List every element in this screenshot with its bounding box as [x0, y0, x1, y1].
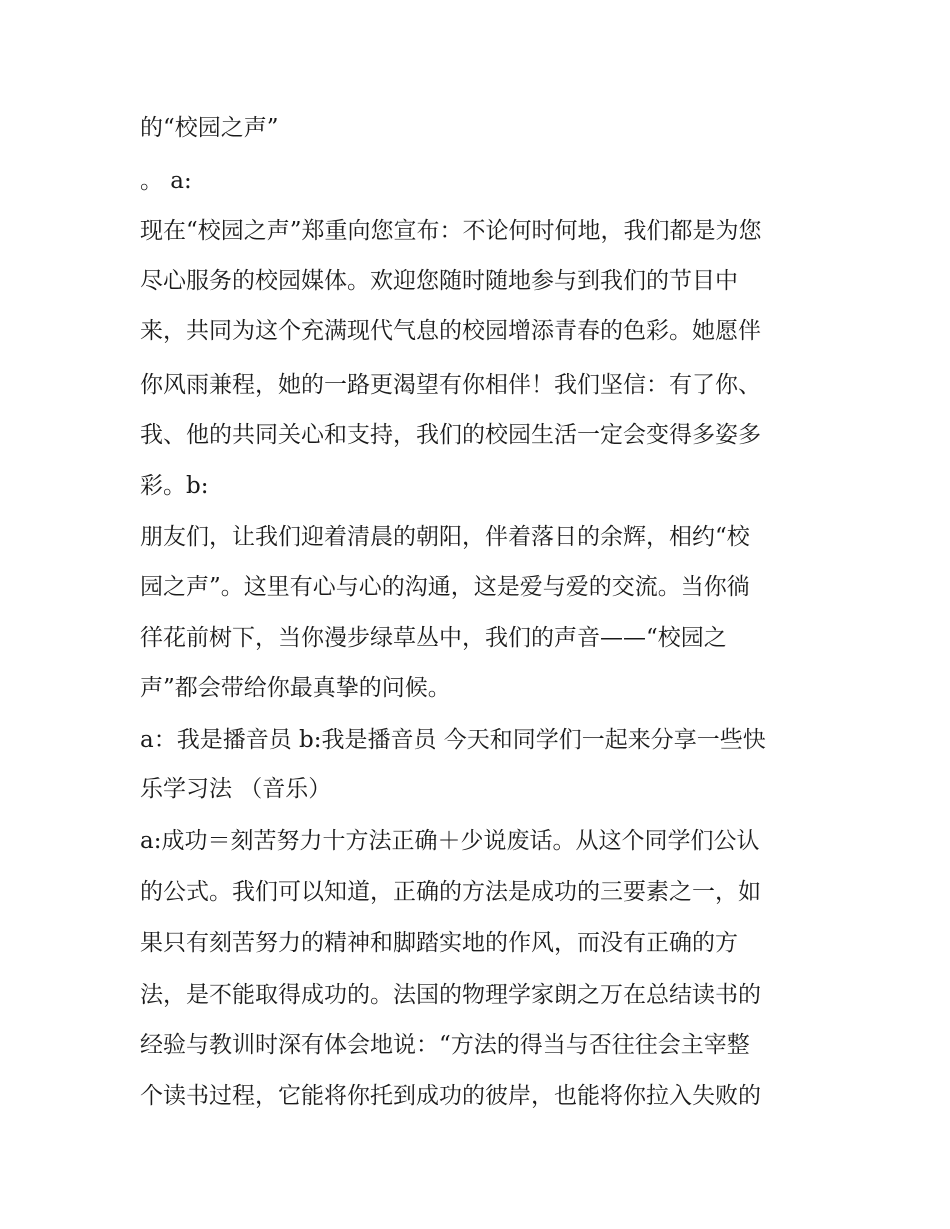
text-line: 经验与教训时深有体会地说：“方法的得当与否往往会主宰整 [140, 1032, 750, 1058]
text-line: 尽心服务的校园媒体。欢迎您随时随地参与到我们的节目中 [140, 268, 738, 294]
text-line: a：我是播音员 b:我是播音员 今天和同学们一起来分享一些快 [140, 727, 766, 753]
text-line: 的公式。我们可以知道，正确的方法是成功的三要素之一，如 [140, 879, 761, 905]
text-line: 我、他的共同关心和支持，我们的校园生活一定会变得多姿多 [140, 422, 761, 448]
text-line: a:成功＝刻苦努力十方法正确＋少说废话。从这个同学们公认 [140, 828, 760, 854]
text-line: 。 a: [140, 168, 192, 194]
text-line: 彩。b: [140, 473, 209, 499]
text-line: 园之声”。这里有心与心的沟通，这是爱与爱的交流。当你徜 [140, 574, 750, 600]
text-line: 果只有刻苦努力的精神和脚踏实地的作风，而没有正确的方 [140, 930, 738, 956]
text-line: 你风雨兼程，她的一路更渴望有你相伴！我们坚信：有了你、 [140, 372, 761, 398]
text-line: 法，是不能取得成功的。法国的物理学家朗之万在总结读书的 [140, 982, 761, 1008]
text-line: 现在“校园之声”郑重向您宣布：不论何时何地，我们都是为您 [140, 218, 762, 244]
text-line: 个读书过程，它能将你托到成功的彼岸，也能将你拉入失败的 [140, 1083, 761, 1109]
text-line: 的“校园之声” [140, 115, 279, 141]
text-line: 乐学习法 （音乐） [140, 776, 332, 802]
text-line: 朋友们，让我们迎着清晨的朝阳，伴着落日的余辉，相约“校 [140, 524, 750, 550]
text-line: 声”都会带给你最真挚的问候。 [140, 675, 451, 701]
text-line: 徉花前树下，当你漫步绿草丛中，我们的声音——“校园之 [140, 625, 727, 651]
text-line: 来，共同为这个充满现代气息的校园增添青春的色彩。她愿伴 [140, 318, 761, 344]
